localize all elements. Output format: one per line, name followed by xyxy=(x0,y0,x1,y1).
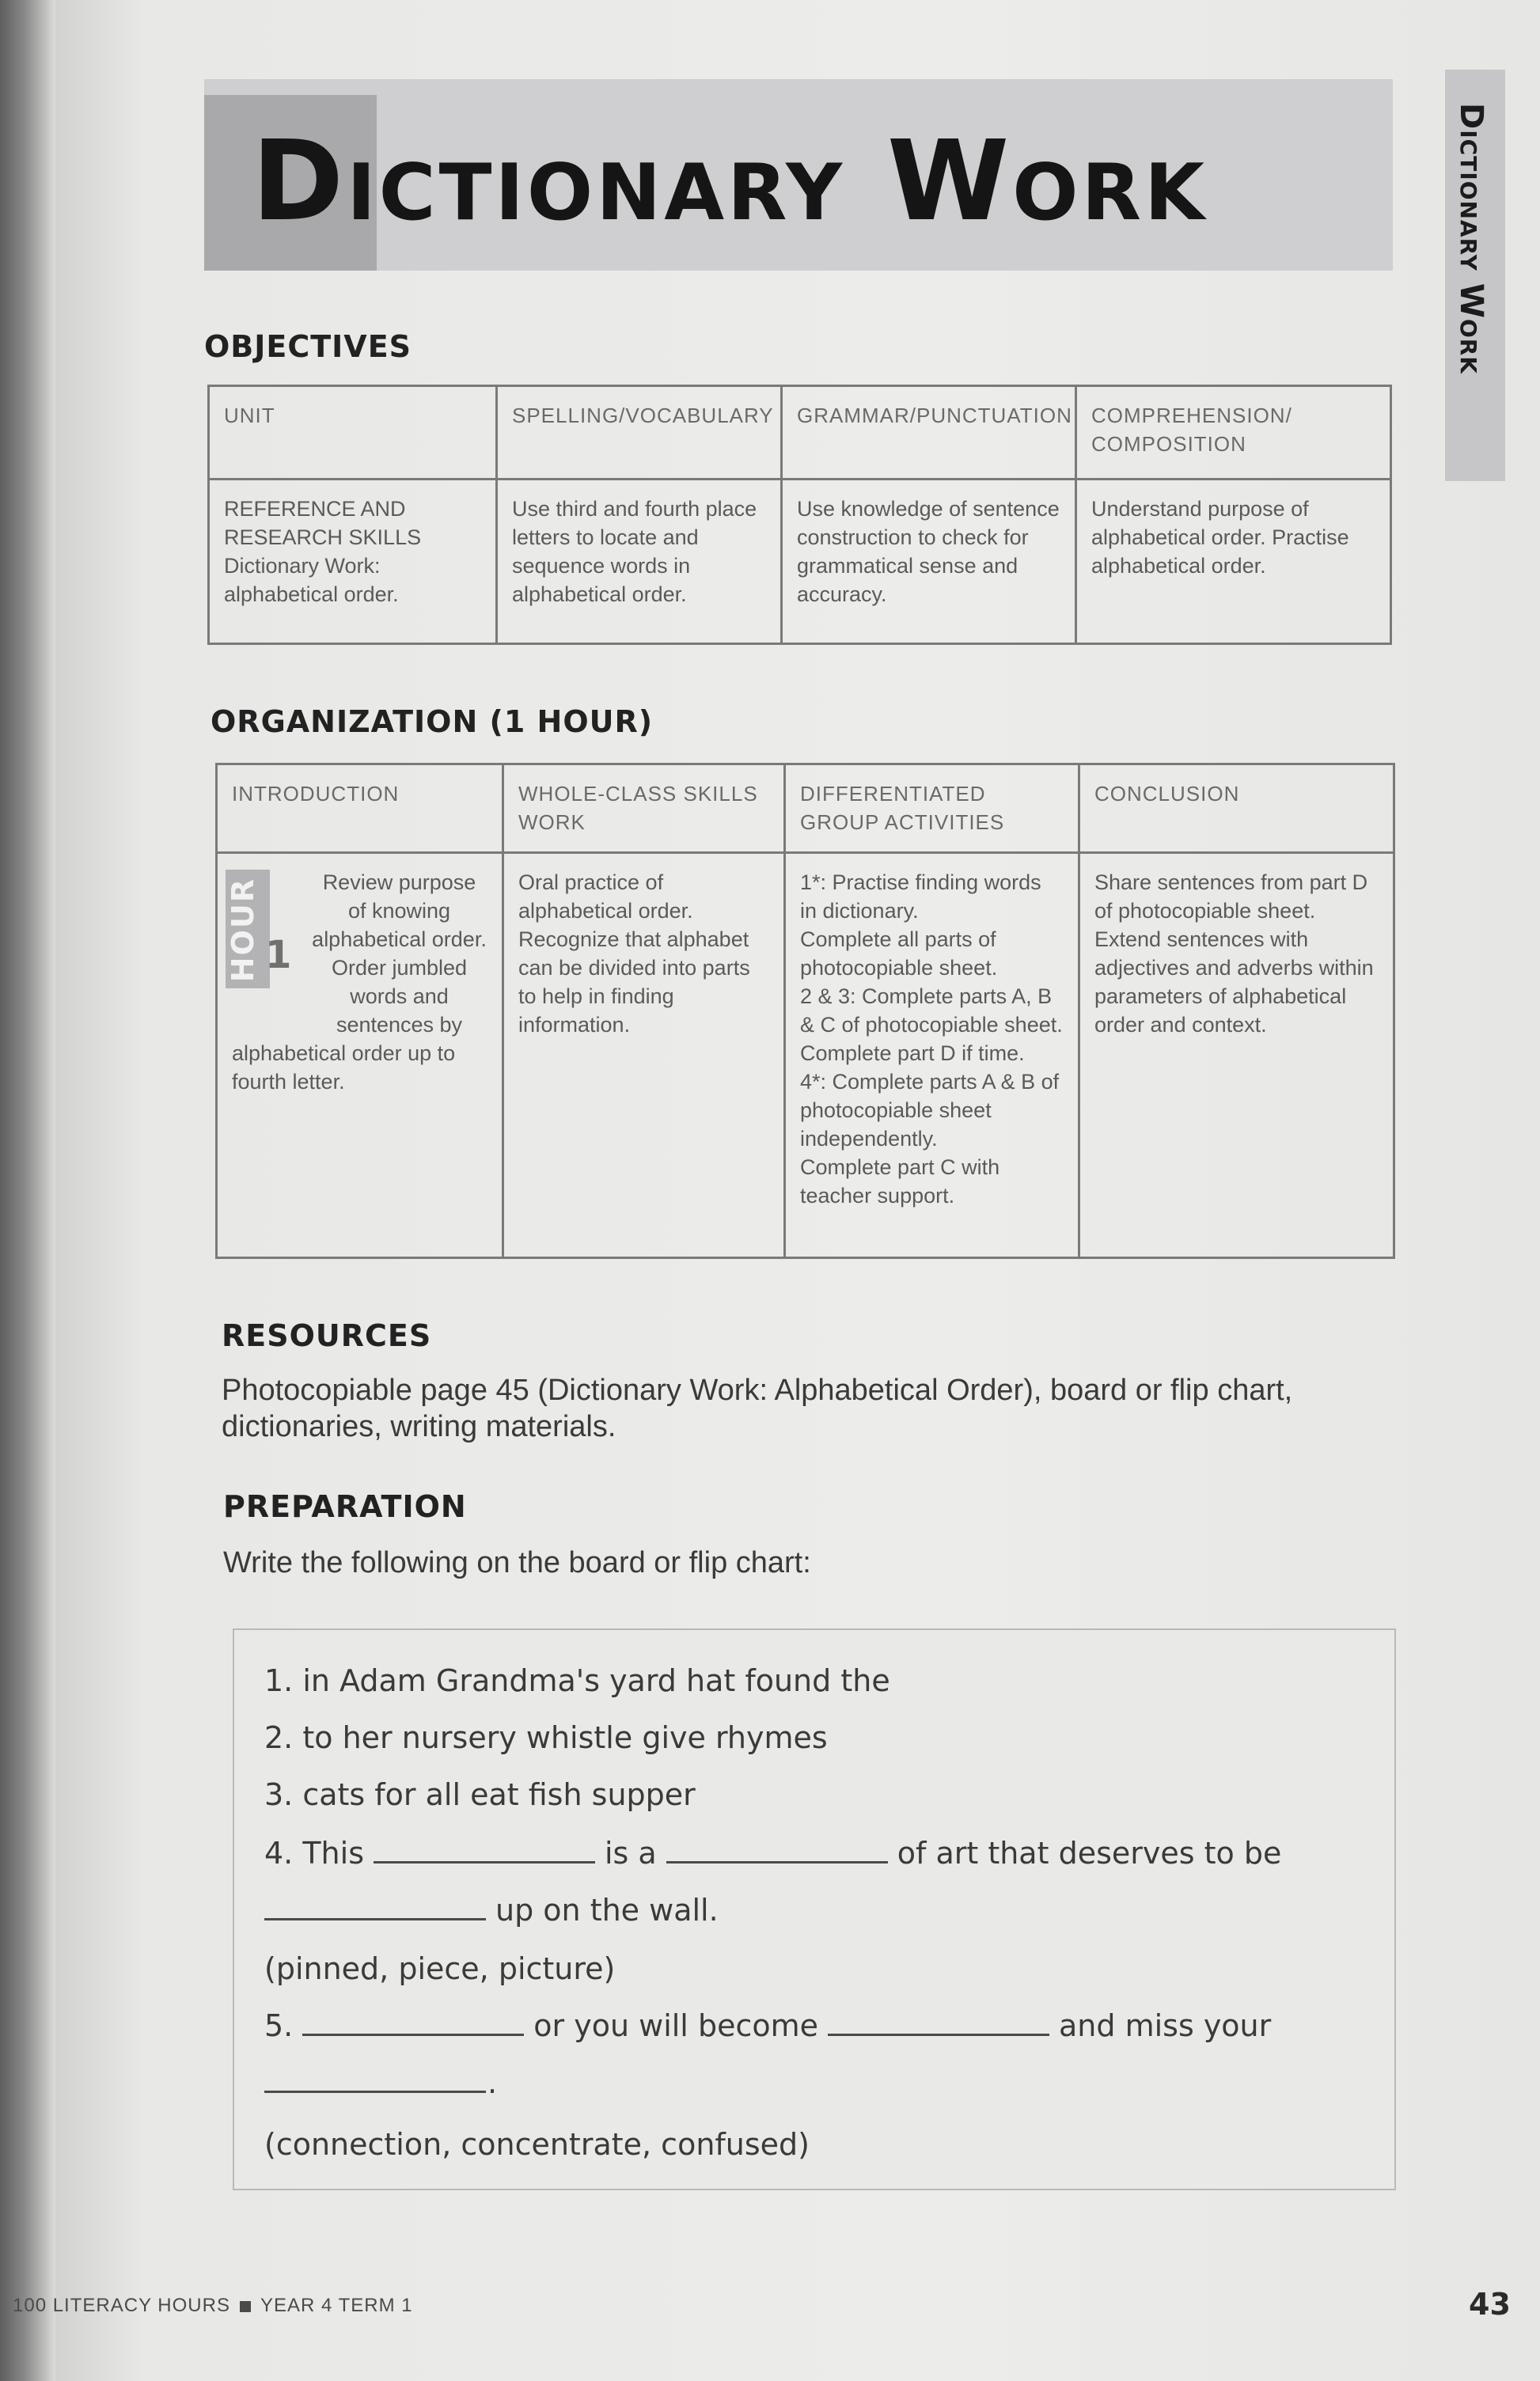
objectives-table xyxy=(207,385,1392,645)
objectives-header-grammar: GRAMMAR/PUNCTUATION xyxy=(782,386,1076,480)
organization-header-whole-class: WHOLE-CLASS SKILLS WORK xyxy=(503,764,785,853)
objectives-cell-unit: REFERENCE AND RESEARCH SKILLS Dictionary Work: alphabetical order. xyxy=(209,480,497,644)
page-title: Dictionary Work xyxy=(252,117,1208,246)
board-line-7 xyxy=(264,2008,1271,2043)
objectives-header-row xyxy=(209,386,1391,480)
preparation-text: Write the following on the board or flip chart: xyxy=(223,1546,811,1579)
book-spine-shadow xyxy=(0,0,55,2381)
blank-line xyxy=(302,2012,524,2036)
board-line-7-part-c: and miss your xyxy=(1059,2008,1272,2043)
hour-label: HOUR xyxy=(226,878,260,983)
page-number: 43 xyxy=(1469,2287,1511,2322)
board-line-4 xyxy=(264,1836,1281,1871)
resources-heading: RESOURCES xyxy=(222,1318,432,1353)
group-line: 4*: Complete parts A & B of photocopiable sheet independently. xyxy=(800,1070,1060,1151)
resources-text: Photocopiable page 45 (Dictionary Work: Alphabetical Order), board or flip chart, dictionaries, writing materials. xyxy=(222,1374,1293,1443)
objectives-cell-comprehension: Understand purpose of alphabetical order. Practise alphabetical order. xyxy=(1076,480,1391,644)
objectives-header-comprehension: COMPREHENSION/ COMPOSITION xyxy=(1076,386,1391,480)
board-line-5 xyxy=(264,1893,719,1928)
board-line-9: (connection, concentrate, confused) xyxy=(264,2127,810,2162)
board-line-7-part-a: 5. xyxy=(264,2008,294,2043)
objectives-cell-grammar: Use knowledge of sentence construction to check for grammatical sense and accuracy. xyxy=(782,480,1076,644)
organization-header-group: DIFFERENTIATED GROUP ACTIVITIES xyxy=(785,764,1079,853)
organization-cell-whole-class: Oral practice of alphabetical order. Recognize that alphabet can be divided into parts to help in finding information. xyxy=(503,853,785,1258)
organization-cell-introduction xyxy=(217,853,503,1258)
objectives-header-unit: UNIT xyxy=(209,386,497,480)
organization-header-conclusion: CONCLUSION xyxy=(1079,764,1394,853)
footer-book-title: 100 LITERACY HOURS xyxy=(13,2295,230,2316)
organization-cell-conclusion: Share sentences from part D of photocopiable sheet. Extend sentences with adjectives and adverbs within parameters of alphabetical order and context. xyxy=(1079,853,1394,1258)
group-line: Complete all parts of photocopiable sheet. xyxy=(800,927,998,980)
organization-heading: ORGANIZATION (1 HOUR) xyxy=(211,704,654,739)
organization-header-introduction: INTRODUCTION xyxy=(217,764,503,853)
introduction-text-indented: Review purpose of knowing alphabetical order. Order jumbled words and sentences by xyxy=(312,870,487,1037)
board-line-4-part-a: 4. This xyxy=(264,1836,364,1871)
blank-line xyxy=(264,1897,486,1920)
introduction-text-rest: alphabetical order up to fourth letter. xyxy=(232,1041,456,1094)
blank-line xyxy=(666,1840,888,1863)
group-line: 1*: Practise finding words in dictionary. xyxy=(800,870,1041,923)
board-line-5-text: up on the wall. xyxy=(495,1893,719,1928)
objectives-heading: OBJECTIVES xyxy=(204,329,412,364)
group-line: Complete part C with teacher support. xyxy=(800,1155,1000,1208)
board-line-2: 2. to her nursery whistle give rhymes xyxy=(264,1720,828,1755)
board-line-3: 3. cats for all eat fish supper xyxy=(264,1777,696,1812)
footer-running-head xyxy=(13,2295,413,2317)
board-line-4-part-b: is a xyxy=(605,1836,657,1871)
hour-number: 1 xyxy=(265,933,292,977)
board-line-4-part-c: of art that deserves to be xyxy=(897,1836,1282,1871)
board-line-6: (pinned, piece, picture) xyxy=(264,1951,616,1986)
group-line: Complete part D if time. xyxy=(800,1041,1025,1065)
organization-header-row xyxy=(217,764,1394,853)
side-tab-label: Dictionary Work xyxy=(1453,103,1489,375)
organization-cell-group xyxy=(785,853,1079,1258)
objectives-header-spelling: SPELLING/VOCABULARY xyxy=(497,386,782,480)
board-line-8-text: . xyxy=(487,2065,498,2100)
preparation-heading: PREPARATION xyxy=(223,1489,467,1524)
objectives-row xyxy=(209,480,1391,644)
organization-table xyxy=(215,763,1395,1259)
blank-line xyxy=(264,2069,486,2093)
square-bullet-icon xyxy=(240,2301,251,2312)
blank-line xyxy=(374,1840,595,1863)
objectives-cell-spelling: Use third and fourth place letters to locate and sequence words in alphabetical order. xyxy=(497,480,782,644)
board-line-8 xyxy=(264,2065,497,2100)
board-line-1: 1. in Adam Grandma's yard hat found the xyxy=(264,1663,890,1698)
footer-term: YEAR 4 TERM 1 xyxy=(260,2295,413,2316)
group-line: 2 & 3: Complete parts A, B & C of photocopiable sheet. xyxy=(800,984,1063,1037)
blank-line xyxy=(828,2012,1049,2036)
organization-row xyxy=(217,853,1394,1258)
board-line-7-part-b: or you will become xyxy=(533,2008,818,2043)
